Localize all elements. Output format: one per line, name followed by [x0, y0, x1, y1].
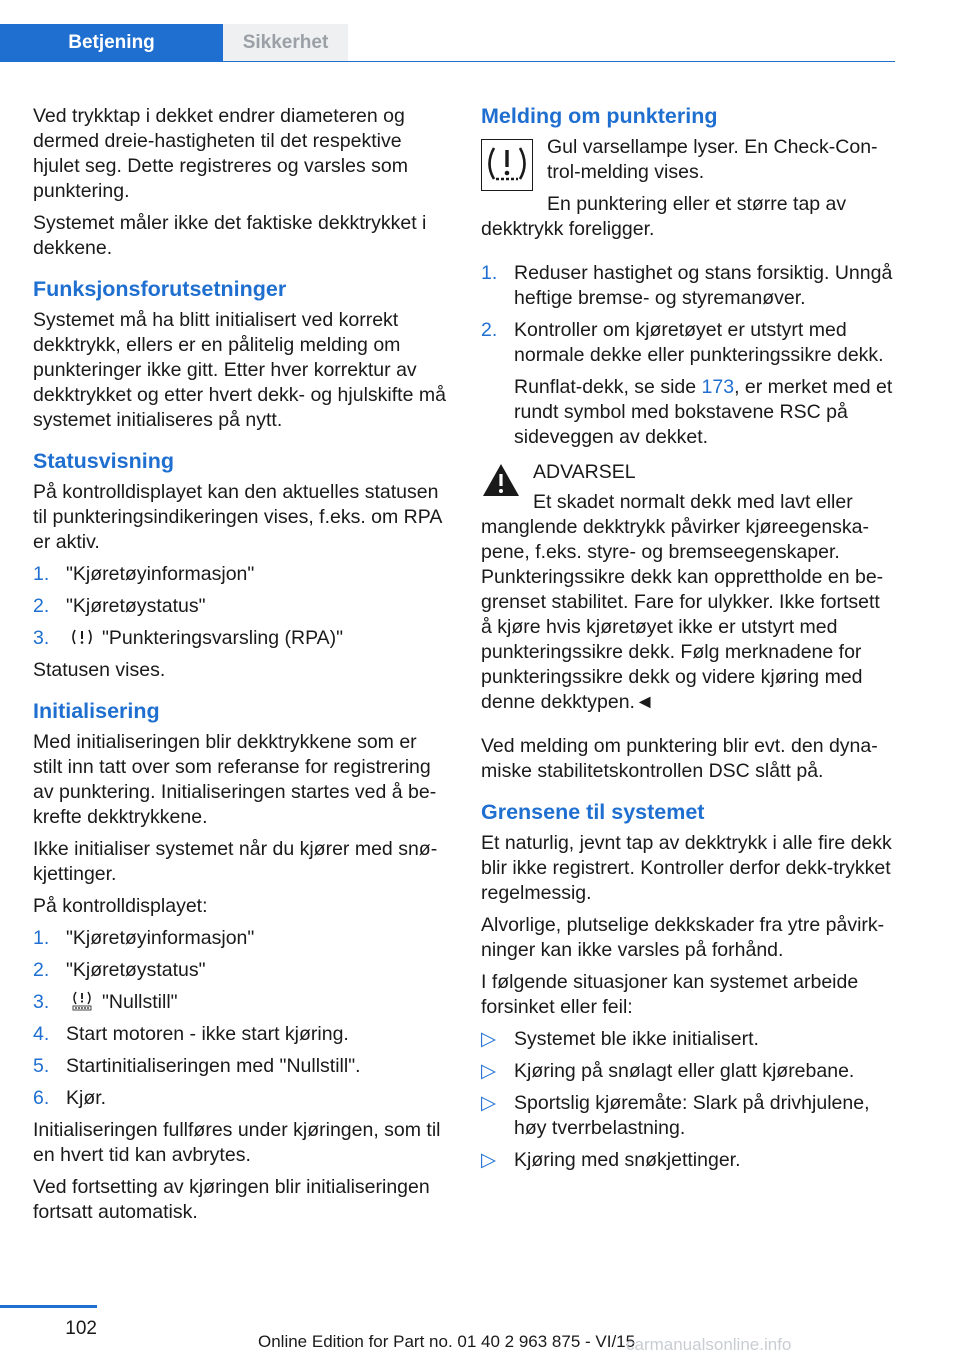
heading-initialisering: Initialisering: [33, 699, 160, 723]
step-text: "Punkteringsvarsling (RPA)": [102, 627, 344, 649]
list-item: [481, 318, 895, 450]
step-text: "Kjøretøyinformasjon": [66, 927, 255, 949]
list-text: Kjøring med snøkjettinger.: [514, 1149, 741, 1171]
step-number: 2.: [481, 319, 498, 341]
init-paragraph-1: Med initialiseringen blir dekktrykkene som er stilt inn tatt over som referanse for registrering av punktering. Initialiseringen startes ved å be-krefte dekktrykkene.: [33, 731, 437, 828]
dsc-paragraph: Ved melding om punktering blir evt. den dyna-miske stabilitetskontrollen DSC slått på.: [481, 735, 878, 782]
step-text: "Kjøretøyinformasjon": [66, 563, 255, 585]
step-text: Start motoren - ikke start kjøring.: [66, 1023, 349, 1045]
limits-paragraph-1: Et naturlig, jevnt tap av dekktrykk i alle fire dekk blir ikke registrert. Kontroller derfor dekk-trykket regelmessig.: [481, 832, 892, 904]
page-link-173[interactable]: 173: [701, 376, 735, 398]
heading-funksjonsforutsetninger: Funksjonsforutsetninger: [33, 277, 287, 301]
step-number: 1.: [33, 927, 50, 949]
list-text: Sportslig kjøremåte: Slark på drivhjulene, høy tverrbelastning.: [514, 1092, 870, 1139]
header-rule: [0, 61, 895, 62]
step-text: "Kjøretøystatus": [66, 959, 206, 981]
limits-paragraph-3: I følgende situasjoner kan systemet arbeide forsinket eller feil:: [481, 971, 859, 1018]
list-item: [33, 926, 449, 951]
list-item: [481, 1091, 895, 1141]
warning-block: [481, 460, 895, 722]
footer-rule: [0, 1305, 97, 1308]
init-after-2: Ved fortsetting av kjøringen blir initialiseringen fortsatt automatisk.: [33, 1176, 430, 1223]
heading-grensene-til-systemet: Grensene til systemet: [481, 800, 705, 824]
page-number: 102: [65, 1318, 97, 1339]
step-number: 2.: [33, 595, 50, 617]
tire-reset-icon: [70, 991, 94, 1011]
status-paragraph: På kontrolldisplayet kan den aktuelles statusen til punkteringsindikeringen vises, f.eks. om RPA er aktiv.: [33, 481, 442, 553]
msg-paragraph-1: Gul varsellampe lyser. En Check-Con-trol-melding vises.: [547, 136, 878, 183]
section-tabs: [0, 24, 895, 62]
msg-steps: [481, 261, 895, 450]
bullet-icon: ▷: [481, 1092, 496, 1114]
left-column: [33, 104, 449, 1232]
step-text: Kjør.: [66, 1087, 107, 1109]
list-item: [481, 1059, 895, 1084]
tire-warning-lamp-icon: [481, 139, 533, 191]
list-item: [33, 1022, 449, 1047]
list-item: [33, 990, 449, 1015]
list-text: Kjøring på snølagt eller glatt kjørebane.: [514, 1060, 855, 1082]
bullet-icon: ▷: [481, 1149, 496, 1171]
init-paragraph-2: Ikke initialiser systemet når du kjører med snø-kjettinger.: [33, 838, 438, 885]
intro-paragraph-1: Ved trykktap i dekket endrer diameteren og dermed dreie-hastigheten til det respektive hjulet seg. Dette registreres og varsles som punktering.: [33, 105, 408, 202]
step-number: 3.: [33, 991, 50, 1013]
init-paragraph-3: På kontrolldisplayet:: [33, 895, 208, 917]
msg-paragraph-2: En punktering eller et større tap av dekktrykk foreligger.: [481, 193, 847, 240]
step-number: 4.: [33, 1023, 50, 1045]
tire-pressure-icon: [70, 627, 94, 647]
bullet-icon: ▷: [481, 1028, 496, 1050]
status-steps: [33, 562, 449, 651]
list-item: [33, 958, 449, 983]
step-text: "Kjøretøystatus": [66, 595, 206, 617]
warning-title: ADVARSEL: [533, 461, 636, 483]
step-text: Startinitialiseringen med "Nullstill".: [66, 1055, 361, 1077]
warning-triangle-icon: [481, 462, 521, 498]
step-text: Reduser hastighet og stans forsiktig. Unngå heftige bremse- og styremanøver.: [514, 262, 893, 309]
step-number: 1.: [33, 563, 50, 585]
step-number: 5.: [33, 1055, 50, 1077]
heading-melding-om-punktering: Melding om punktering: [481, 104, 718, 128]
list-item: [33, 594, 449, 619]
list-item: [33, 1086, 449, 1111]
bullet-icon: ▷: [481, 1060, 496, 1082]
step-number: 1.: [481, 262, 498, 284]
list-item: [33, 626, 449, 651]
step-number: 6.: [33, 1087, 50, 1109]
step-number: 2.: [33, 959, 50, 981]
warning-text: Et skadet normalt dekk med lavt eller manglende dekktrykk påvirker kjøreegenska-pene, f.eks. styre- og bremseegenskaper. Punkteringssikre dekk kan opprettholde en be-grenset stabilitet. Fare for ulykker. Ikke fortsett å kjøre hvis kjøretøyet ikke er utstyrt med punkteringssikre dekk. Følg merknadene for punkteringssikre dekk og videre kjøring med denne dekktypen.◄: [481, 491, 884, 713]
watermark: carmanualsonline.info: [626, 1335, 792, 1354]
step-number: 3.: [33, 627, 50, 649]
intro-paragraph-2: Systemet måler ikke det faktiske dekktrykket i dekkene.: [33, 212, 427, 259]
right-column: [481, 104, 895, 1180]
step-subtext: Runflat-dekk, se side 173, er merket med et rundt symbol med bokstavene RSC på sideveggen av dekket.: [514, 376, 893, 448]
list-text: Systemet ble ikke initialisert.: [514, 1028, 759, 1050]
step-text: Kontroller om kjøretøyet er utstyrt med normale dekke eller punkteringssikre dekk.: [514, 319, 884, 366]
list-item: [33, 562, 449, 587]
tab-sikkerhet[interactable]: Sikkerhet: [223, 24, 348, 62]
edition-text: Online Edition for Part no. 01 40 2 963 875 - VI/15: [258, 1332, 636, 1351]
list-item: [33, 1054, 449, 1079]
limits-paragraph-2: Alvorlige, plutselige dekkskader fra ytre påvirk-ninger kan ikke varsles på forhånd.: [481, 914, 885, 961]
list-item: [481, 261, 895, 311]
tab-betjening[interactable]: Betjening: [0, 24, 223, 62]
status-after: Statusen vises.: [33, 659, 166, 681]
func-paragraph: Systemet må ha blitt initialisert ved korrekt dekktrykk, ellers er en pålitelig melding om punkteringer ikke gitt. Etter hver korrektur av dekktrykket og etter hvert dekk- og hjulskifte må systemet initialiseres på nytt.: [33, 309, 446, 431]
limits-list: [481, 1027, 895, 1173]
list-item: [481, 1027, 895, 1052]
init-after-1: Initialiseringen fullføres under kjøringen, som til en hvert tid kan avbrytes.: [33, 1119, 441, 1166]
step-text: "Nullstill": [102, 991, 178, 1013]
heading-statusvisning: Statusvisning: [33, 449, 174, 473]
list-item: [481, 1148, 895, 1173]
init-steps: [33, 926, 449, 1111]
